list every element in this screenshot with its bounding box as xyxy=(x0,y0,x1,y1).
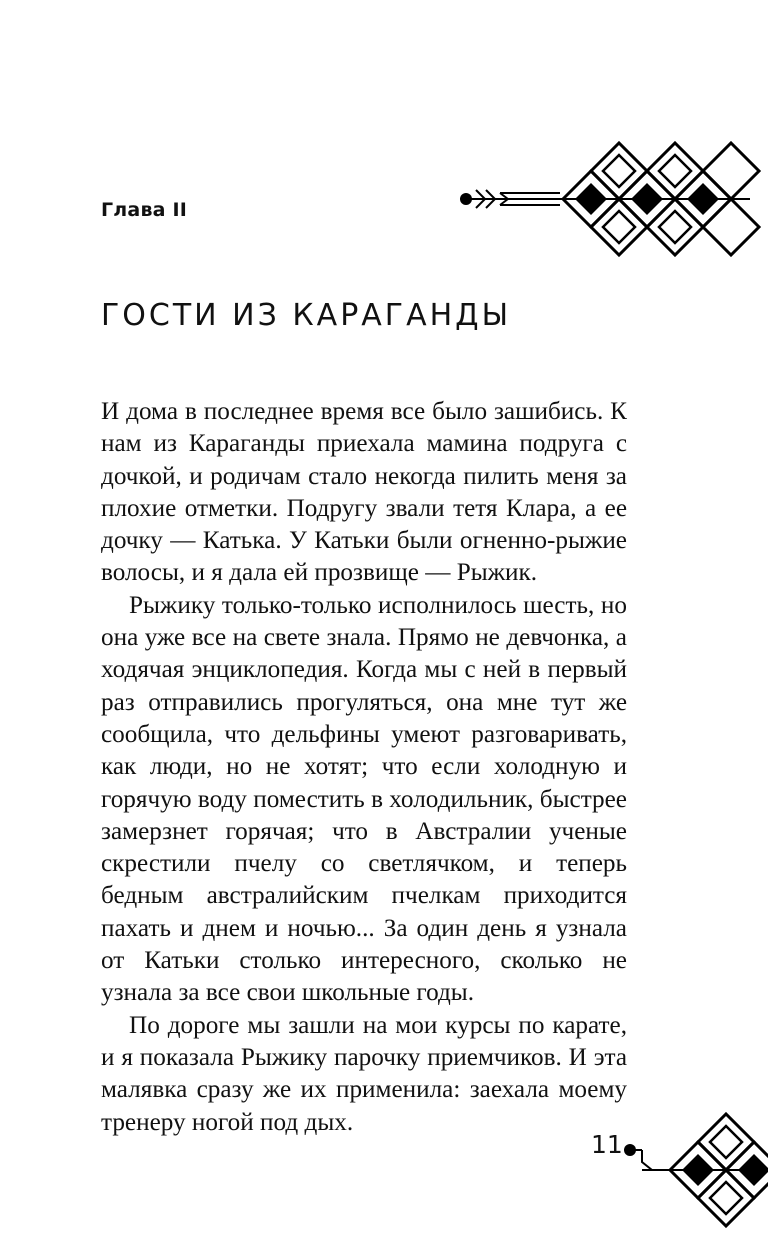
body-text xyxy=(101,396,627,1139)
bottom-diamond-ornament-icon xyxy=(620,1120,768,1220)
paragraph: По дороге мы зашли на мои курсы по карате, и я показала Рыжику парочку приемчиков. И эта малявка сразу же их применила: заехала моему тренеру ногой под дых. xyxy=(101,1011,627,1136)
paragraph: И дома в последнее время все было зашибись. К нам из Караганды приехала мамина подруга с дочкой, и родичам стало некогда пилить меня за плохие отметки. Подругу звали тетя Клара, а ее дочку — Катька. У Катьки были огненно-рыжие волосы, и я дала ей прозвище — Рыжик. xyxy=(101,398,627,587)
page-number: 11 xyxy=(591,1130,623,1159)
paragraph: Рыжику только-только исполнилось шесть, но она уже все на свете знала. Прямо не девчонка, а ходячая энциклопедия. Когда мы с ней в первый раз отправились прогуляться, она мне тут же сообщила, что дельфины умеют разговаривать, как люди, но не хотят; что если холодную и горячую воду поместить в холодильник, быстрее замерзнет горячая; что в Австралии ученые скрестили пчелу со светлячком, и теперь бедным австралийским пчелкам приходится пахать и днем и ночью... За один день я узнала от Катьки столько интересного, сколько не узнала за все свои школьные годы. xyxy=(101,591,627,1007)
top-diamond-ornament-icon xyxy=(450,150,768,245)
chapter-label: Глава II xyxy=(101,199,188,221)
chapter-title: ГОСТИ ИЗ КАРАГАНДЫ xyxy=(101,298,512,333)
